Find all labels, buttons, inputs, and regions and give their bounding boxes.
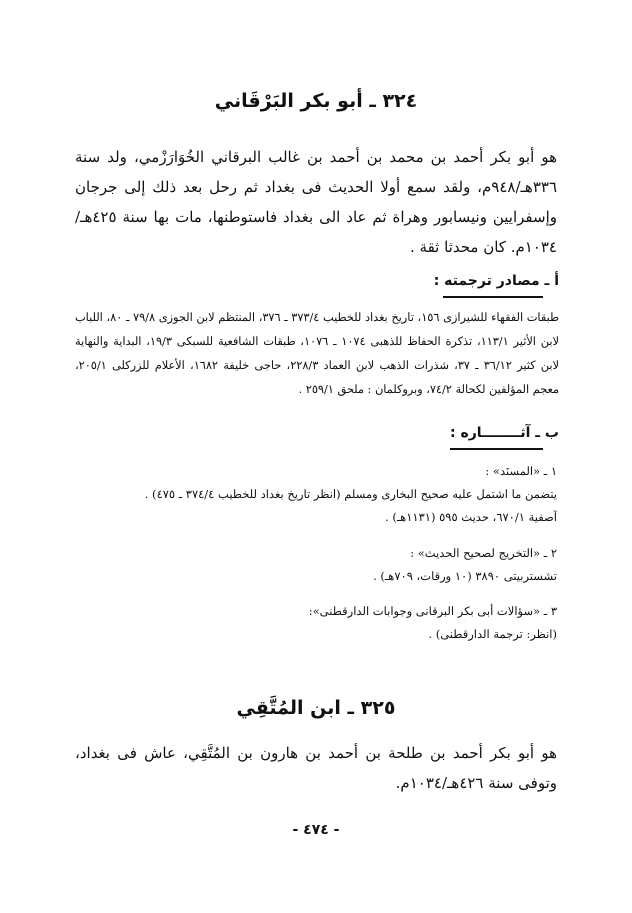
works-title-underline	[450, 448, 543, 450]
work-item-1	[77, 460, 557, 529]
works-title: ب ـ آثــــــــاره :	[450, 425, 559, 441]
sources-text: طبقات الفقهاء للشيرازى ١٥٦، تاريخ بغداد للخطيب ٣٧٣/٤ ـ ٣٧٦، المنتظم لابن الجوزى ٧٩/٨ ـ ٨٠، اللباب لابن الأثير ١١٣/١، تذكرة الحفاظ للذهبى ١٠٧٤ ـ ١٠٧٦، طبقات الشافعية للسبكى ١٩/٣، البداية والنهاية لابن كثير ٣٦/١٢ ـ ٣٧، شذرات الذهب لابن العماد ٢٢٨/٣، حاجى خليفة ١٦٨٢، الأعلام للزركلى ٢٠٥/١، معجم المؤلفين لكحالة ٧٤/٢، وبروكلمان : ملحق ٢٥٩/١ .	[75, 311, 559, 396]
work-item-1-line-1: يتضمن ما اشتمل عليه صحيح البخارى ومسلم (انظر تاريخ بغداد للخطيب ٣٧٤/٤ ـ ٤٧٥) .	[144, 487, 557, 501]
page-number: - ٤٧٤ -	[292, 822, 340, 838]
work-item-3	[77, 600, 557, 646]
entry-325-heading: ٣٢٥ ـ ابن المُتَّقِي	[236, 697, 396, 719]
work-item-2	[77, 542, 557, 588]
sources-title: أ ـ مصادر ترجمته :	[433, 273, 559, 289]
work-item-3-title: ٣ ـ «سؤالات أبى بكر البرقانى وجوابات الدارقطنى»:	[308, 604, 557, 618]
work-item-1-line-2: آصفية ٦٧٠/١، حديث ٥٩٥ (١١٣١هـ) .	[385, 510, 557, 524]
work-item-2-line-1: تشستربيتى ٣٨٩٠ (١٠ ورقات، ٧٠٩هـ) .	[373, 569, 557, 583]
entry-324-bio: هو أبو بكر أحمد بن محمد بن أحمد بن غالب البرقاني الخُوَارَزْمي، ولد سنة ٣٣٦هـ/٩٤٨م، ولقد سمع أولا الحديث فى بغداد ثم رحل بعد ذلك إلى جرجان وإسفرايين ونيسابور وهراة ثم عاد الى بغداد فاستوطنها، مات بها سنة ٤٢٥هـ/١٠٣٤م. كان محدثا ثقة .	[75, 148, 557, 256]
entry-325-bio: هو أبو بكر أحمد بن طلحة بن أحمد بن هارون بن المُتَّقِي، عاش فى بغداد، وتوفى سنة ٤٢٦هـ/١٠٣٤م.	[75, 744, 557, 792]
work-item-2-title: ٢ ـ «التخريج لصحيح الحديث» :	[410, 546, 557, 560]
sources-title-underline	[443, 296, 543, 298]
work-item-3-line-1: (انظر: ترجمة الدارقطنى) .	[428, 627, 557, 641]
work-item-1-title: ١ ـ «المسنَد» :	[485, 464, 557, 478]
entry-324-heading: ٣٢٤ ـ أبو بكر البَرْقَاني	[214, 90, 418, 112]
